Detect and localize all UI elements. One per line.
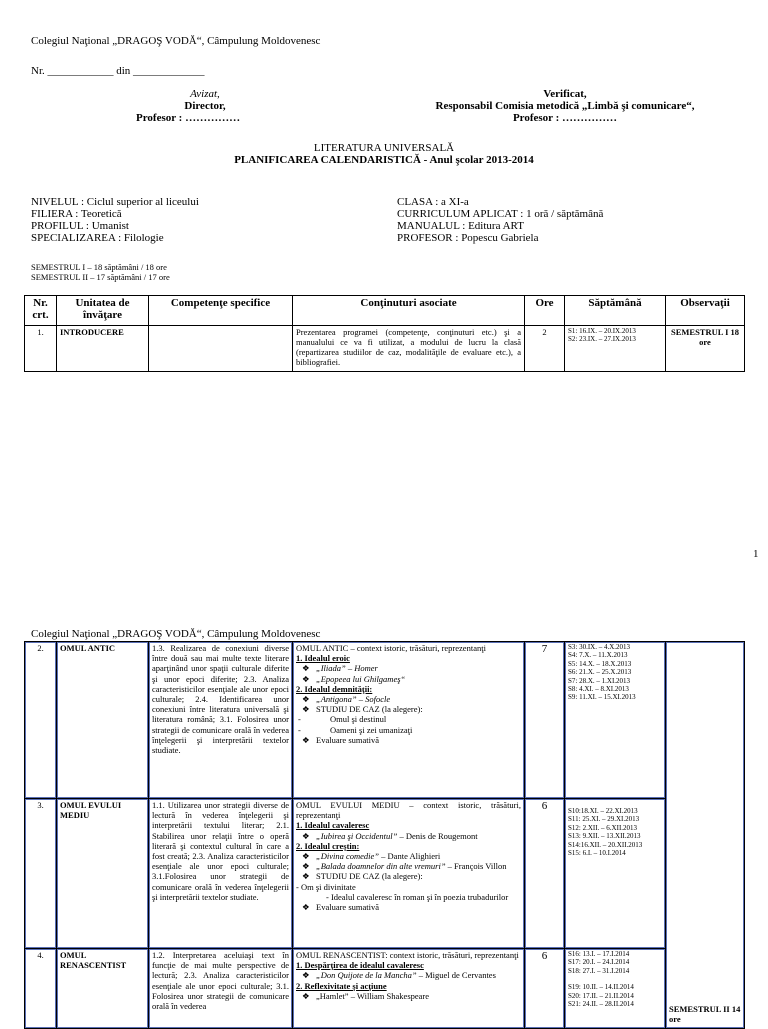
diamond-bullet-icon: ❖ [302, 861, 310, 872]
info-right [397, 196, 603, 244]
diamond-bullet-icon: ❖ [302, 871, 310, 882]
content-item-title: „Divina comedie” [316, 851, 380, 862]
content-item-title: „Iubirea şi Occidentul” [316, 830, 398, 841]
diamond-bullet-icon: ❖ [302, 694, 310, 705]
row-comp: 1.1. Utilizarea unor strategii diverse de lectură în vederea înţelegerii şi interpretării textului literar; 2.1. Stabilirea unor relaţii între o operă literară şi contextul cultural în care a fost creată; 2.3. Analiza caracteristicilor esenţiale ale unor epoci culturale; 3.1.Folosirea unor strategii de comunicare orală în vederea înţelegerii şi interpretării textelor studiate. [149, 799, 293, 949]
week-entry: S14:16.XII. – 20.XII.2013 [568, 840, 643, 849]
content-item-title: „Balada doamnelor din alte vremuri” [316, 861, 446, 872]
info-manual: MANUALUL : Editura ART [397, 220, 524, 232]
content-item: „Epopeea lui Ghilgameş“ [316, 673, 406, 684]
week-entry: S4: 7.X. – 11.X.2013 [568, 651, 628, 660]
week-spacer [568, 975, 662, 983]
week-entry: S13: 9.XII. – 13.XII.2013 [568, 832, 641, 841]
row-obs-semester2: SEMESTRUL II 14 ore [666, 642, 745, 1029]
content-item: STUDIU DE CAZ (la alegere): [316, 871, 423, 882]
week-entry: S3: 30.IX. – 4.X.2013 [568, 643, 631, 651]
week-entry: S21: 24.II. – 28.II.2014 [568, 1000, 634, 1009]
row-content [293, 799, 525, 949]
week-entry: S17: 20.I. – 24.I.2014 [568, 958, 630, 967]
profesor-right-label: Profesor : …………… [512, 112, 618, 124]
diamond-bullet-icon: ❖ [302, 734, 310, 745]
row-content: OMUL ANTIC – context istoric, trăsături, reprezentanţi 1. Idealul eroic ❖ „Iliada” – Homer ❖ „Epopeea lui Ghilgameş“ 2. Idealul demnităţii: ❖ „Antigona” – Sofocle ❖ STUDIU DE CAZ (la alegere): - Omul şi destinul - Oameni şi zei umanizaţi ❖ Evaluare sumativă [293, 642, 525, 799]
header-continuturi: Conţinuturi asociate [293, 296, 525, 326]
diamond-bullet-icon: ❖ [302, 970, 310, 981]
header-saptamana: Săptămână [565, 296, 666, 326]
table-row [25, 949, 745, 1029]
week-entry: S1: 16.IX. – 20.IX.2013 [568, 327, 636, 335]
row-unit: OMUL ANTIC [57, 642, 149, 799]
week-entry: S10:18.XI. – 22.XI.2013 [568, 807, 638, 815]
school-header-page2: Colegiul Naţional „DRAGOŞ VODĂ“, Câmpulung Moldovenesc [31, 628, 321, 640]
content-item: „Iliada” – Homer [316, 663, 378, 674]
diamond-bullet-icon: ❖ [302, 990, 310, 1001]
row-content [293, 949, 525, 1029]
content-heading: 1. Despărţirea de idealul cavaleresc [296, 960, 424, 971]
info-filiera: FILIERA : Teoretică [31, 208, 122, 220]
week-entry: S8: 4.XI. – 8.XI.2013 [568, 685, 629, 694]
week-entry: S16: 13.I. – 17.I.2014 [568, 950, 630, 958]
title-planificare: PLANIFICAREA CALENDARISTICĂ - Anul şcolar 2013-2014 [234, 154, 534, 166]
content-subitem: Oameni şi zei umanizaţi [330, 724, 413, 735]
table-row [25, 326, 745, 372]
row-content: Prezentarea programei (competenţe, conţinuturi etc.) şi a manualului ce va fi utilizat, a modului de lucru la clasă (repartizarea studiilor de caz, modalităţile de evaluare etc.), a bibliografiei. [293, 326, 525, 372]
week-entry: S19: 10.II. – 14.II.2014 [568, 983, 634, 992]
diamond-bullet-icon: ❖ [302, 663, 310, 674]
content-subitem: - Idealul cavaleresc în roman şi în poezia trubadurilor [326, 891, 509, 902]
week-entry: S9: 11.XI. – 15.XI.2013 [568, 693, 636, 702]
content-heading: 1. Idealul cavaleresc [296, 820, 370, 831]
document-title [0, 142, 768, 166]
row-weeks [565, 326, 666, 372]
content-heading: 2. Reflexivitate şi acţiune [296, 980, 387, 991]
info-curriculum: CURRICULUM APLICAT : 1 oră / săptămână [397, 208, 604, 220]
avizat-label: Avizat, [190, 88, 220, 100]
week-entry: S18: 27.I. – 31.I.2014 [568, 966, 630, 975]
content-heading: 2. Idealul creştin: [296, 840, 360, 851]
content-intro: OMUL RENASCENTIST: context istoric, trăsături, reprezentanţi [296, 950, 519, 960]
week-entry: S7: 28.X. – 1.XI.2013 [568, 676, 631, 685]
header-nr: Nr. crt. [25, 296, 57, 326]
content-item: „Hamlet” – William Shakespeare [316, 990, 430, 1001]
registration-number-line: Nr. ____________ din _____________ [31, 65, 205, 77]
row-ore: 2 [525, 326, 565, 372]
row-nr: 2. [25, 642, 57, 799]
row-weeks [565, 949, 666, 1029]
director-label: Director, [184, 100, 226, 112]
row-ore: 6 [525, 949, 565, 1029]
plan-table-page2 [24, 641, 745, 1029]
info-specializare: SPECIALIZAREA : Filologie [31, 232, 164, 244]
title-literatura: LITERATURA UNIVERSALĂ [313, 142, 455, 154]
content-subitem: Omul şi destinul [330, 714, 387, 725]
content-subitem: - Om şi divinitate [296, 881, 356, 892]
header-unitate: Unitatea de învăţare [57, 296, 149, 326]
header-observatii: Observaţii [666, 296, 745, 326]
row-nr: 1. [25, 326, 57, 372]
content-item: Evaluare sumativă [316, 902, 380, 913]
diamond-bullet-icon: ❖ [302, 851, 310, 862]
row-ore: 7 [525, 642, 565, 799]
content-intro: OMUL EVULUI MEDIU – context istoric, trăsături, reprezentanţi [296, 800, 521, 821]
row-comp [149, 326, 293, 372]
row-weeks [565, 799, 666, 949]
week-entry: S15: 6.I. – 10.I.2014 [568, 849, 626, 858]
content-item-author: – François Villon [445, 861, 507, 872]
table-row [25, 642, 745, 799]
row-unit: OMUL RENASCENTIST [57, 949, 149, 1029]
verification-block [410, 88, 720, 124]
approval-block [100, 88, 310, 124]
diamond-bullet-icon: ❖ [302, 830, 310, 841]
row-comp: 1.2. Interpretarea aceluiaşi text în funcţie de mai multe perspective de lectură; 2.3. Analiza caracteristicilor esenţiale ale unor epoci culturale; 3.1. Folosirea unor strategii de comunicare orală în vederea [149, 949, 293, 1029]
verificat-label: Verificat, [543, 88, 587, 100]
header-competente: Competenţe specifice [149, 296, 293, 326]
content-item-author: – Dante Alighieri [379, 851, 441, 862]
content-heading: 1. Idealul eroic [296, 653, 350, 664]
row-comp: 1.3. Realizarea de conexiuni diverse între două sau mai multe texte literare aparţinând unor spaţii culturale diferite şi unor epoci diferite; 2.3. Analiza caracteristicilor esenţiale ale unor epoci culturale; 2.4. Identificarea unor conexiuni între literatura universală şi literatura română; 3.1. Folosirea unor strategii de comunicare orală în vederea înţelegerii şi interpretării textelor studiate. [149, 642, 293, 799]
row-ore: 6 [525, 799, 565, 949]
content-heading: 2. Idealul demnităţii: [296, 683, 373, 694]
content-item-title: „Don Quijote de la Mancha” [316, 970, 417, 981]
diamond-bullet-icon: ❖ [302, 902, 310, 913]
info-left [31, 196, 199, 244]
diamond-bullet-icon: ❖ [302, 704, 310, 715]
semester-1-summary: SEMESTRUL I – 18 săptămâni / 18 ore [31, 262, 167, 272]
responsabil-label: Responsabil Comisia metodică „Limbă şi comunicare“, [435, 100, 695, 112]
week-entry: S12: 2.XII. – 6.XII.2013 [568, 823, 638, 832]
content-item-author: – Denis de Rougemont [397, 830, 478, 841]
content-item: Evaluare sumativă [316, 734, 380, 745]
week-entry: S11: 25.XI. – 29.XI.2013 [568, 815, 640, 824]
week-entry: S20: 17.II. – 21.II.2014 [568, 991, 634, 1000]
content-intro: OMUL ANTIC – context istoric, trăsături, reprezentanţi [296, 643, 486, 653]
week-entry: S6: 21.X. – 25.X.2013 [568, 668, 632, 677]
content-item: „Antigona” – Sofocle [316, 694, 391, 705]
week-entry: S2: 23.IX. – 27.IX.2013 [568, 335, 636, 344]
page-number: 1 [753, 548, 759, 560]
content-item-author: – Miguel de Cervantes [416, 970, 496, 981]
profesor-left-label: Profesor : …………… [136, 112, 241, 124]
row-nr: 4. [25, 949, 57, 1029]
row-unit: INTRODUCERE [57, 326, 149, 372]
row-nr: 3. [25, 799, 57, 949]
row-weeks [565, 642, 666, 799]
semester-2-summary: SEMESTRUL II – 17 săptămâni / 17 ore [31, 272, 170, 282]
row-unit: OMUL EVULUI MEDIU [57, 799, 149, 949]
plan-table-page1 [24, 295, 745, 372]
info-nivel: NIVELUL : Ciclul superior al liceului [31, 196, 199, 208]
table-row [25, 799, 745, 949]
info-profil: PROFILUL : Umanist [31, 220, 129, 232]
semester-summary [31, 262, 170, 282]
header-ore: Ore [525, 296, 565, 326]
row-obs: SEMESTRUL I 18 ore [666, 326, 745, 372]
info-clasa: CLASA : a XI-a [397, 196, 469, 208]
content-item: STUDIU DE CAZ (la alegere): [316, 704, 423, 715]
diamond-bullet-icon: ❖ [302, 673, 310, 684]
school-header: Colegiul Naţional „DRAGOŞ VODĂ“, Câmpulung Moldovenesc [31, 35, 321, 47]
info-profesor: PROFESOR : Popescu Gabriela [397, 232, 539, 244]
week-entry: S5: 14.X. – 18.X.2013 [568, 659, 632, 668]
